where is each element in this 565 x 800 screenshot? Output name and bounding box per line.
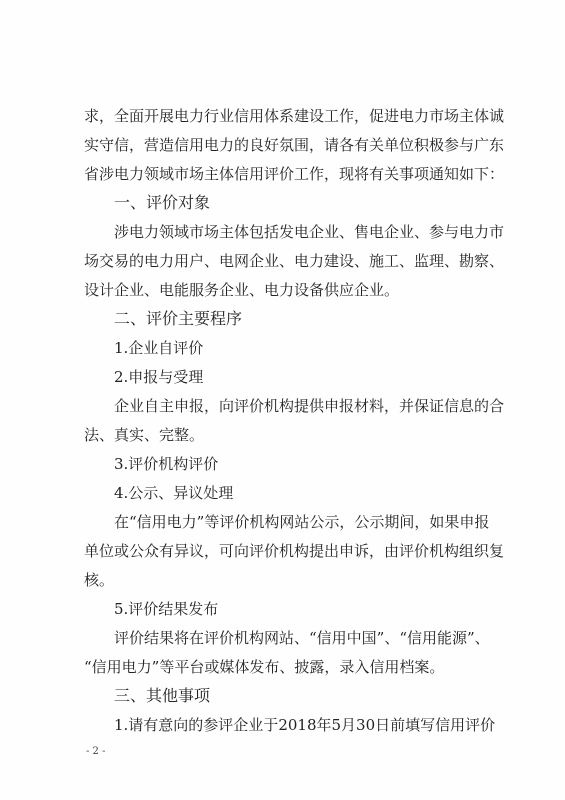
- list-item: 3.评价机构评价: [114, 455, 219, 473]
- body-text-line: 场交易的电力用户、电网企业、电力建设、施工、监理、勘察、: [84, 252, 505, 270]
- list-item: 4.公示、异议处理: [114, 484, 234, 502]
- body-text-line: “信用电力”等平台或媒体发布、披露，录入信用档案。: [84, 658, 445, 676]
- section-heading-evaluation-target: 一、评价对象: [114, 193, 211, 212]
- section-heading-evaluation-procedure: 二、评价主要程序: [114, 309, 243, 328]
- page-number: - 2 -: [86, 746, 106, 757]
- body-text-line: 涉电力领域市场主体包括发电企业、售电企业、参与电力市: [114, 223, 505, 241]
- list-item: 1.请有意向的参评企业于2018年5月30日前填写信用评价: [114, 716, 496, 734]
- body-text-line: 求，全面开展电力行业信用体系建设工作，促进电力市场主体诚: [84, 107, 505, 125]
- body-text-line: 设计企业、电能服务企业、电力设备供应企业。: [84, 281, 400, 299]
- body-text-line: 法、真实、完整。: [84, 426, 205, 444]
- body-text-line: 核。: [84, 571, 115, 589]
- list-item: 5.评价结果发布: [114, 600, 219, 618]
- section-heading-other-matters: 三、其他事项: [114, 686, 211, 705]
- body-text-line: 评价结果将在评价机构网站、“信用中国”、“信用能源”、: [114, 629, 490, 647]
- body-text-line: 单位或公众有异议，可向评价机构提出申诉，由评价机构组织复: [84, 542, 505, 560]
- list-item: 2.申报与受理: [114, 368, 204, 386]
- body-text-line: 实守信，营造信用电力的良好氛围，请各有关单位积极参与广东: [84, 136, 505, 154]
- body-text-line: 企业自主申报，向评价机构提供申报材料，并保证信息的合: [114, 397, 505, 415]
- body-text-line: 省涉电力领域市场主体信用评价工作，现将有关事项通知如下：: [84, 165, 505, 183]
- body-text-line: 在“信用电力”等评价机构网站公示，公示期间，如果申报: [114, 513, 490, 531]
- list-item: 1.企业自评价: [114, 339, 204, 357]
